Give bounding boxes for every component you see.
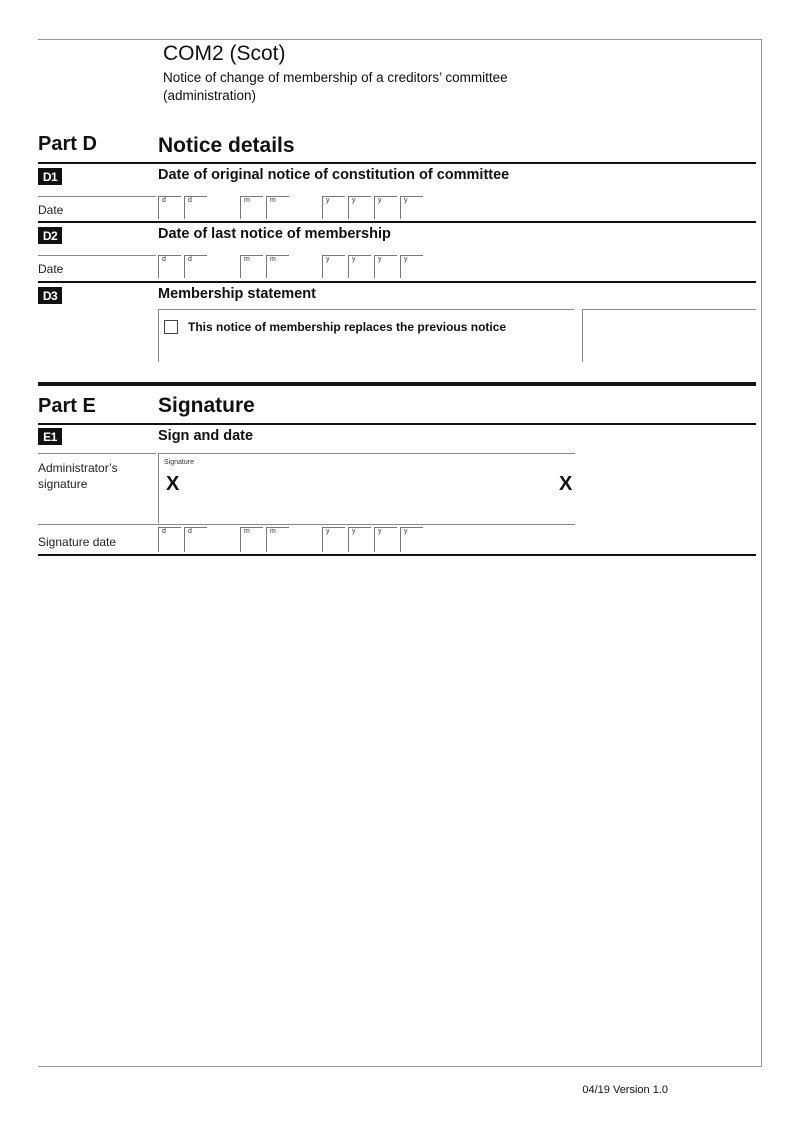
day-box-1[interactable] xyxy=(158,196,181,219)
d1-date-input[interactable] xyxy=(158,196,428,220)
month-box-1[interactable] xyxy=(240,527,263,552)
year-placeholder: y xyxy=(352,197,356,204)
form-title-line2: (administration) xyxy=(163,88,257,103)
section-badge-d3: D3 xyxy=(38,287,62,304)
month-box-2[interactable] xyxy=(266,527,289,552)
month-box-1[interactable] xyxy=(240,255,263,278)
section-title-e1: Sign and date xyxy=(158,428,254,444)
form-code: COM2 (Scot) xyxy=(163,42,286,65)
administrator-signature-label-line1: Administrator’s xyxy=(38,461,118,475)
year-box-3[interactable] xyxy=(374,527,397,552)
d2-date-input[interactable] xyxy=(158,255,428,279)
signature-box[interactable] xyxy=(158,453,575,523)
year-placeholder: y xyxy=(352,256,356,263)
section-title-d2: Date of last notice of membership xyxy=(158,226,391,242)
d2-date-label: Date xyxy=(38,262,64,276)
e1-label-rule xyxy=(38,453,156,454)
replaces-previous-checkbox[interactable] xyxy=(164,320,178,334)
signature-date-label: Signature date xyxy=(38,535,117,549)
top-rule xyxy=(38,39,761,40)
month-placeholder: m xyxy=(270,197,276,204)
d3-side-top xyxy=(582,309,756,310)
month-box-2[interactable] xyxy=(266,255,289,278)
administrator-signature-label-line2: signature xyxy=(38,477,88,491)
month-placeholder: m xyxy=(270,528,276,535)
year-placeholder: y xyxy=(404,256,408,263)
day-box-2[interactable] xyxy=(184,255,207,278)
d1-date-label: Date xyxy=(38,203,64,217)
e1-bottom-rule xyxy=(38,554,756,556)
d1-bottom-rule xyxy=(38,221,756,223)
year-placeholder: y xyxy=(378,256,382,263)
signature-caption: Signature xyxy=(164,459,194,466)
signature-box-left xyxy=(158,453,159,523)
part-d-label: Part D xyxy=(38,133,97,155)
day-placeholder: d xyxy=(162,197,166,204)
year-box-2[interactable] xyxy=(348,527,371,552)
part-e-label: Part E xyxy=(38,395,96,417)
section-title-d3: Membership statement xyxy=(158,286,316,302)
d3-box-top xyxy=(158,309,574,310)
year-placeholder: y xyxy=(378,197,382,204)
signature-x-right-icon: X xyxy=(559,473,573,495)
d3-side-left xyxy=(582,309,583,362)
version-footer: 04/19 Version 1.0 xyxy=(582,1084,668,1096)
signature-date-input[interactable] xyxy=(158,527,428,553)
year-placeholder: y xyxy=(378,528,382,535)
day-placeholder: d xyxy=(188,528,192,535)
part-e-thick-rule xyxy=(38,382,756,386)
month-placeholder: m xyxy=(244,256,250,263)
part-e-rule xyxy=(38,423,756,425)
part-d-rule xyxy=(38,162,756,164)
month-placeholder: m xyxy=(270,256,276,263)
day-box-2[interactable] xyxy=(184,196,207,219)
year-box-3[interactable] xyxy=(374,255,397,278)
month-box-2[interactable] xyxy=(266,196,289,219)
day-placeholder: d xyxy=(162,528,166,535)
year-placeholder: y xyxy=(326,197,330,204)
year-box-2[interactable] xyxy=(348,196,371,219)
day-placeholder: d xyxy=(188,197,192,204)
part-e-title: Signature xyxy=(158,394,255,417)
day-placeholder: d xyxy=(162,256,166,263)
year-box-2[interactable] xyxy=(348,255,371,278)
month-placeholder: m xyxy=(244,197,250,204)
form-title xyxy=(163,69,583,105)
month-box-1[interactable] xyxy=(240,196,263,219)
part-d-title: Notice details xyxy=(158,134,295,157)
year-box-4[interactable] xyxy=(400,196,423,219)
section-badge-d2: D2 xyxy=(38,227,62,244)
year-placeholder: y xyxy=(404,197,408,204)
year-box-4[interactable] xyxy=(400,255,423,278)
year-box-4[interactable] xyxy=(400,527,423,552)
administrator-signature-label xyxy=(38,460,118,492)
d3-box-left xyxy=(158,309,159,362)
d2-field-rule xyxy=(38,255,156,256)
d2-bottom-rule xyxy=(38,281,756,283)
section-badge-d1: D1 xyxy=(38,168,62,185)
section-title-d1: Date of original notice of constitution of committee xyxy=(158,167,510,183)
year-box-1[interactable] xyxy=(322,196,345,219)
bottom-rule xyxy=(38,1066,761,1067)
day-box-1[interactable] xyxy=(158,527,181,552)
e1-date-rule xyxy=(38,524,575,525)
replaces-previous-label: This notice of membership replaces the previous notice xyxy=(188,320,507,334)
signature-box-top xyxy=(158,453,575,454)
signature-x-left-icon: X xyxy=(166,473,180,495)
day-box-2[interactable] xyxy=(184,527,207,552)
day-placeholder: d xyxy=(188,256,192,263)
year-box-1[interactable] xyxy=(322,527,345,552)
year-box-3[interactable] xyxy=(374,196,397,219)
year-box-1[interactable] xyxy=(322,255,345,278)
form-title-line1: Notice of change of membership of a creditors’ committee xyxy=(163,70,508,85)
day-box-1[interactable] xyxy=(158,255,181,278)
d1-field-rule xyxy=(38,196,156,197)
year-placeholder: y xyxy=(326,528,330,535)
section-badge-e1: E1 xyxy=(38,428,62,445)
month-placeholder: m xyxy=(244,528,250,535)
right-rule xyxy=(761,39,762,1067)
year-placeholder: y xyxy=(352,528,356,535)
year-placeholder: y xyxy=(326,256,330,263)
year-placeholder: y xyxy=(404,528,408,535)
